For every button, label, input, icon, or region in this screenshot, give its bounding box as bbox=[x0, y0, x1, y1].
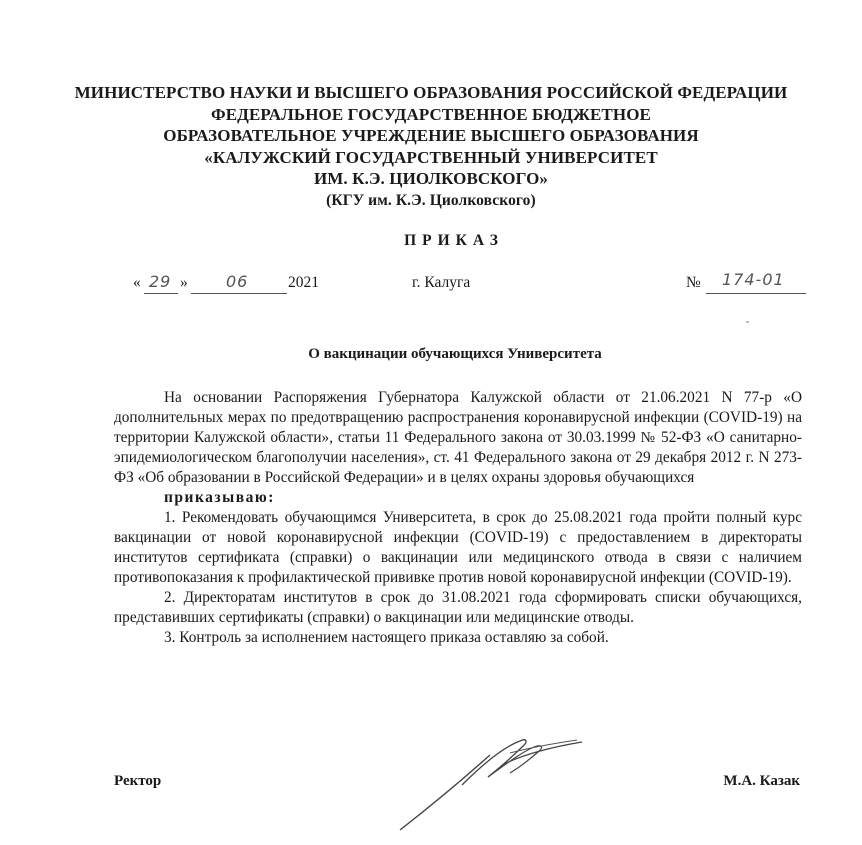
month-underline bbox=[191, 293, 287, 294]
order-number-label: № bbox=[686, 274, 701, 291]
number-underline bbox=[706, 293, 806, 294]
decree-word: приказываю: bbox=[164, 489, 275, 506]
header-institution-kind: ОБРАЗОВАТЕЛЬНОЕ УЧРЕЖДЕНИЕ ВЫСШЕГО ОБРАЗОВАНИЯ bbox=[163, 126, 699, 145]
signatory-name: М.А. Казак bbox=[723, 773, 800, 789]
order-body bbox=[114, 388, 802, 648]
date-open-quote: « bbox=[133, 274, 141, 291]
day-underline bbox=[144, 293, 178, 294]
document-header bbox=[40, 82, 822, 211]
order-item-1: 1. Рекомендовать обучающимся Университета, в срок до 25.08.2021 года пройти полный курс вакцинации от новой коронавирусной инфекции (COVID-19) с предоставлением в директораты институтов сертификата (справки) о вакцинации или медицинского отвода в связи с наличием противопоказания к профилактической прививке против новой коронавирусной инфекции (COVID-19). bbox=[114, 509, 802, 586]
order-city: г. Калуга bbox=[412, 274, 471, 291]
date-day: 29 bbox=[149, 272, 172, 291]
order-date-row bbox=[0, 270, 862, 300]
order-preamble: На основании Распоряжения Губернатора Калужской области от 21.06.2021 N 77-р «О дополнительных мерах по предотвращению распространения коронавирусной инфекции (COVID-19) на территории Калужской области», статьи 11 Федерального закона от 30.03.1999 № 52-ФЗ «О санитарно-эпидемиологическом благополучии населения», ст. 41 Федерального закона от 29 декабря 2012 г. N 273-ФЗ «Об образовании в Российской Федерации» и в целях охраны здоровья обучающихся bbox=[114, 389, 802, 486]
header-institution-type: ФЕДЕРАЛЬНОЕ ГОСУДАРСТВЕННОЕ БЮДЖЕТНОЕ bbox=[211, 104, 651, 124]
header-university-abbr: (КГУ им. К.Э. Циолковского) bbox=[326, 191, 536, 209]
date-month: 06 bbox=[226, 272, 249, 291]
order-item-2: 2. Директоратам институтов в срок до 31.08.2021 года сформировать списки обучающихся, представивших сертификаты (справки) о вакцинации или медицинские отводы. bbox=[114, 589, 802, 626]
header-university-name: «КАЛУЖСКИЙ ГОСУДАРСТВЕННЫЙ УНИВЕРСИТЕТ bbox=[204, 147, 658, 167]
scan-speck bbox=[746, 321, 749, 323]
order-subject: О вакцинации обучающихся Университета bbox=[308, 346, 602, 362]
handwritten-signature bbox=[392, 725, 592, 835]
order-item-3: 3. Контроль за исполнением настоящего приказа оставляю за собой. bbox=[164, 629, 609, 646]
date-year: 2021 bbox=[288, 274, 319, 291]
date-close-quote: » bbox=[180, 274, 188, 291]
header-ministry: МИНИСТЕРСТВО НАУКИ И ВЫСШЕГО ОБРАЗОВАНИЯ РОССИЙСКОЙ ФЕДЕРАЦИИ bbox=[74, 83, 788, 102]
order-number: 174-01 bbox=[722, 270, 785, 289]
signatory-position: Ректор bbox=[114, 773, 162, 789]
header-university-named-after: ИМ. К.Э. ЦИОЛКОВСКОГО» bbox=[313, 169, 549, 188]
order-title: ПРИКАЗ bbox=[404, 232, 504, 249]
